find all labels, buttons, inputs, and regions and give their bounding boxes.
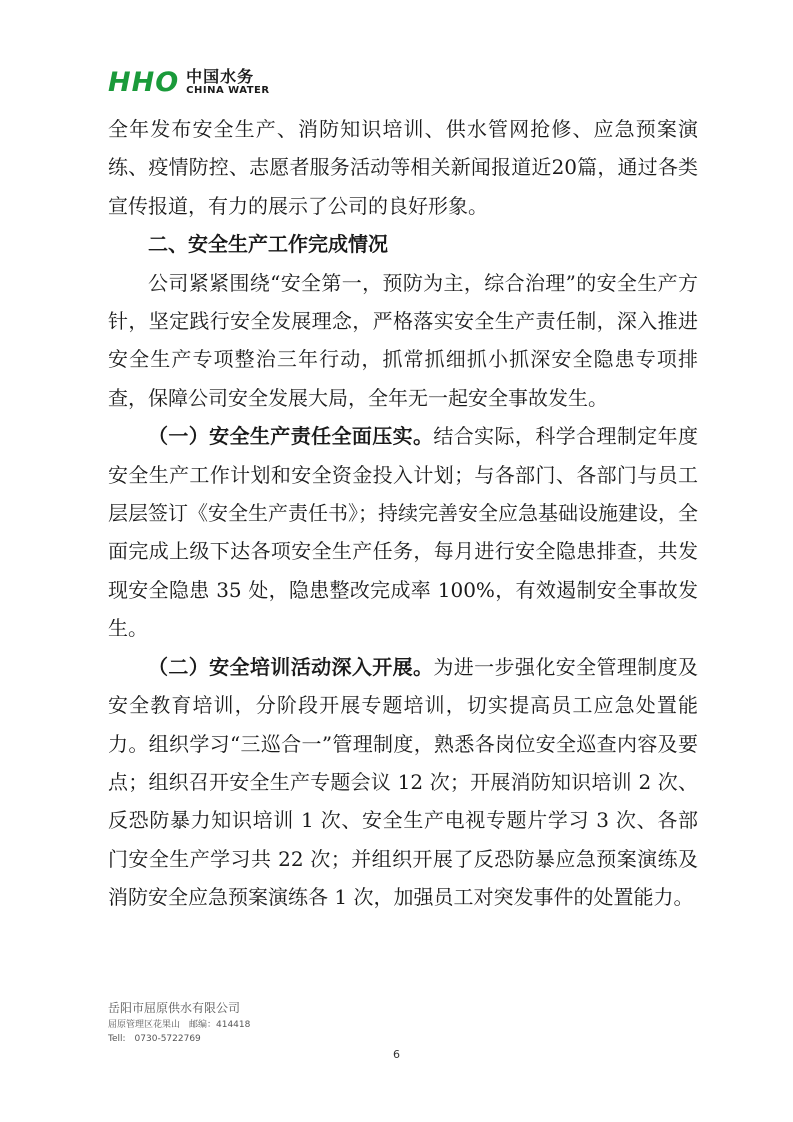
logo-cn: 中国水务 — [186, 67, 255, 86]
paragraph-item-2 — [108, 648, 698, 917]
item-2-text: 为进一步强化安全管理制度及安全教育培训，分阶段开展专题培训，切实提高员工应急处置能力。组织学习“三巡合一”管理制度，熟悉各岗位安全巡查内容及要点；组织召开安全生产专题会议 12 次；开展消防知识培训 2 次、反恐防暴力知识培训 1 次、安全生产电视专题片学习 3 次、各部门安全生产学习共 22 次；并组织开展了反恐防暴应急预案演练及消防安全应急预案演练各 1 次，加强员工对突发事件的处置能力。 — [108, 654, 699, 910]
page-number: 6 — [393, 1048, 400, 1061]
item-2-lead: （二）安全培训活动深入开展。 — [148, 654, 434, 679]
logo-text — [186, 68, 269, 96]
item-1-lead: （一）安全生产责任全面压实。 — [148, 424, 434, 449]
paragraph-item-1 — [108, 417, 698, 647]
item-1-text: 结合实际，科学合理制定年度安全生产工作计划和安全资金投入计划；与各部门、各部门与员工层层签订《安全生产责任书》；持续完善安全应急基础设施建设，全面完成上级下达各项安全生产任务，每月进行安全隐患排查，共发现安全隐患 35 处，隐患整改完成率 100%，有效遏制安全事故发生。 — [108, 424, 699, 641]
logo-en: CHINA WATER — [186, 85, 270, 96]
footer-tel: Tell: 0730-5722769 — [108, 1034, 201, 1044]
footer-address: 屈原管理区花果山 邮编：414418 — [108, 1020, 251, 1030]
footer-company: 岳阳市屈原供水有限公司 — [108, 1001, 241, 1015]
section-heading: 二、安全生产工作完成情况 — [148, 232, 388, 257]
company-logo — [108, 66, 270, 98]
document-body — [108, 110, 698, 917]
paragraph-intro: 全年发布安全生产、消防知识培训、供水管网抢修、应急预案演练、疫情防控、志愿者服务活动等相关新闻报道近20篇，通过各类宣传报道，有力的展示了公司的良好形象。 — [108, 117, 698, 218]
paragraph-section: 公司紧紧围绕“安全第一，预防为主，综合治理”的安全生产方针，坚定践行安全发展理念，严格落实安全生产责任制，深入推进安全生产专项整治三年行动，抓常抓细抓小抓深安全隐患专项排查，保障公司安全发展大局，全年无一起安全事故发生。 — [108, 270, 698, 410]
logo-mark: HHO — [108, 66, 180, 98]
footer — [108, 1000, 250, 1046]
